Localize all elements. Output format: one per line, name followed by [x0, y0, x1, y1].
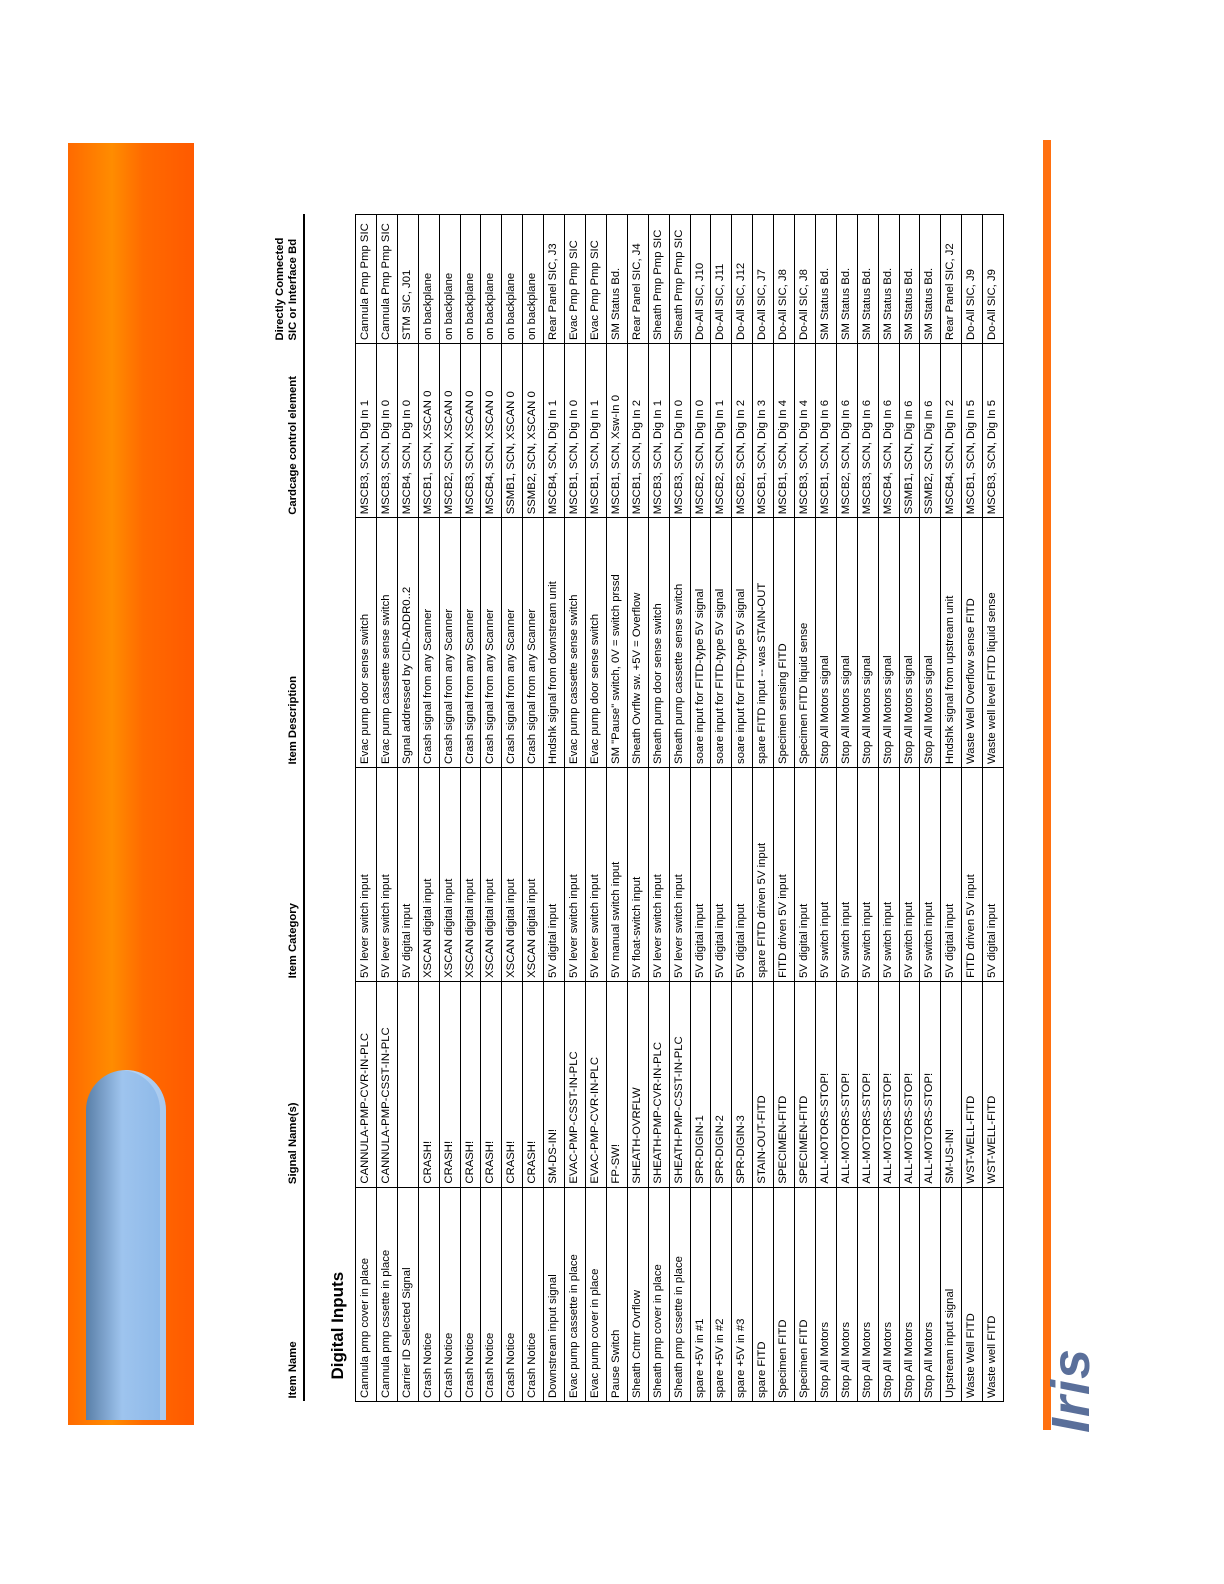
item-category-cell: 5V switch input [815, 767, 836, 981]
table-row [418, 215, 439, 1402]
cardcage-element-cell: MSCB1, SCN, Dig In 1 [585, 344, 606, 518]
cardcage-element-cell: MSCB1, SCN, Dig In 2 [627, 344, 648, 518]
item-description-cell: spare FITD input -- was STAIN-OUT [753, 518, 774, 768]
table-row [753, 215, 774, 1402]
table-row [899, 215, 920, 1402]
table-row [669, 215, 690, 1402]
table-row [711, 215, 732, 1402]
connected-board-cell: SM Status Bd. [857, 215, 878, 344]
table-row [732, 215, 753, 1402]
cardcage-element-cell: MSCB3, SCN, XSCAN 0 [460, 344, 481, 518]
signal-name-cell [397, 981, 418, 1187]
item-description-cell: Hndshk signal from upstream unit [941, 518, 962, 768]
item-description-cell: soare input for FITD-type 5V signal [690, 518, 711, 768]
cardcage-element-cell: SSMB1, SCN, Dig In 6 [899, 344, 920, 518]
table-row [376, 215, 397, 1402]
item-category-cell: 5V digital input [941, 767, 962, 981]
item-name-cell: Stop All Motors [815, 1187, 836, 1401]
item-category-cell: spare FITD driven 5V input [753, 767, 774, 981]
item-description-cell: Evac pump door sense switch [356, 518, 377, 768]
cardcage-element-cell: MSCB3, SCN, Dig In 5 [983, 344, 1004, 518]
item-category-cell: FITD driven 5V input [962, 767, 983, 981]
table-row [774, 215, 795, 1402]
table-row [795, 215, 816, 1402]
item-name-cell: spare +5V in #3 [732, 1187, 753, 1401]
table-header-row [262, 215, 304, 1402]
connected-board-cell: on backplane [439, 215, 460, 344]
item-category-cell: 5V switch input [920, 767, 941, 981]
connected-board-cell: SM Status Bd. [878, 215, 899, 344]
item-name-cell: spare FITD [753, 1187, 774, 1401]
signal-name-cell: EVAC-PMP-CVR-IN-PLC [585, 981, 606, 1187]
section-title: Digital Inputs [328, 1271, 348, 1380]
item-name-cell: Stop All Motors [920, 1187, 941, 1401]
item-name-cell: Crash Notice [460, 1187, 481, 1401]
item-description-cell: Stop All Motors signal [857, 518, 878, 768]
signal-name-cell: SPECIMEN-FITD [795, 981, 816, 1187]
item-description-cell: Sgnal addressed by CID-ADDR0..2 [397, 518, 418, 768]
connected-board-cell: Do-All SIC, J8 [795, 215, 816, 344]
connected-board-cell: on backplane [418, 215, 439, 344]
item-category-cell: 5V lever switch input [585, 767, 606, 981]
item-description-cell: soare input for FITD-type 5V signal [711, 518, 732, 768]
signal-name-cell: CRASH! [523, 981, 544, 1187]
item-category-cell: 5V lever switch input [376, 767, 397, 981]
item-category-cell: XSCAN digital input [502, 767, 523, 981]
connected-board-cell: on backplane [523, 215, 544, 344]
item-description-cell: Stop All Motors signal [878, 518, 899, 768]
item-description-cell: Hndshk signal from downstream unit [544, 518, 565, 768]
item-category-cell: FITD driven 5V input [774, 767, 795, 981]
cardcage-element-cell: MSCB4, SCN, XSCAN 0 [481, 344, 502, 518]
item-description-cell: Evac pump cassette sense switch [565, 518, 586, 768]
connected-board-cell: on backplane [502, 215, 523, 344]
signal-name-cell: ALL-MOTORS-STOP! [857, 981, 878, 1187]
cardcage-element-cell: MSCB1, SCN, XSCAN 0 [418, 344, 439, 518]
item-name-cell: Crash Notice [502, 1187, 523, 1401]
connected-board-cell: Cannula Pmp Pmp SIC [376, 215, 397, 344]
header-directly-connected: Directly Connected SIC or Interface Bd [262, 215, 304, 344]
item-category-cell: 5V manual switch input [606, 767, 627, 981]
header-cardcage-element: Cardcage control element [262, 344, 304, 518]
header-item-category: Item Category [262, 767, 304, 981]
item-name-cell: Stop All Motors [836, 1187, 857, 1401]
table-row [878, 215, 899, 1402]
item-name-cell: Crash Notice [439, 1187, 460, 1401]
item-description-cell: soare input for FITD-type 5V signal [732, 518, 753, 768]
signal-name-cell: ALL-MOTORS-STOP! [899, 981, 920, 1187]
item-description-cell: Specimen FITD liquid sense [795, 518, 816, 768]
item-name-cell: Evac pump cassette in place [565, 1187, 586, 1401]
signal-name-cell: FP-SW! [606, 981, 627, 1187]
item-description-cell: Crash signal from any Scanner [460, 518, 481, 768]
item-category-cell: 5V switch input [878, 767, 899, 981]
table-row [585, 215, 606, 1402]
table-row [962, 215, 983, 1402]
connected-board-cell: on backplane [481, 215, 502, 344]
signal-name-cell: SHEATH-PMP-CVR-IN-PLC [648, 981, 669, 1187]
signal-name-cell: CRASH! [418, 981, 439, 1187]
cardcage-element-cell: MSCB4, SCN, Dig In 0 [397, 344, 418, 518]
item-category-cell: 5V lever switch input [648, 767, 669, 981]
item-description-cell: Sheath pump cassette sense switch [669, 518, 690, 768]
signal-name-cell: WST-WELL-FITD [962, 981, 983, 1187]
signal-name-cell: CANNULA-PMP-CSST-IN-PLC [376, 981, 397, 1187]
signal-name-cell: SHEATH-PMP-CSST-IN-PLC [669, 981, 690, 1187]
connected-board-cell: Do-All SIC, J11 [711, 215, 732, 344]
connected-board-cell: STM SIC, J01 [397, 215, 418, 344]
item-name-cell: Specimen FITD [774, 1187, 795, 1401]
item-name-cell: Cannula pmp cssette in place [376, 1187, 397, 1401]
connected-board-cell: Evac Pmp Pmp SIC [565, 215, 586, 344]
item-description-cell: Sheath pump door sense switch [648, 518, 669, 768]
cardcage-element-cell: MSCB3, SCN, Dig In 0 [669, 344, 690, 518]
item-description-cell: SM "Pause" switch, 0V = switch prssd [606, 518, 627, 768]
signal-name-cell: SPR-DIGIN-1 [690, 981, 711, 1187]
item-name-cell: Downstream input signal [544, 1187, 565, 1401]
table-row [941, 215, 962, 1402]
item-description-cell: Evac pump cassette sense switch [376, 518, 397, 768]
item-name-cell: Crash Notice [481, 1187, 502, 1401]
item-name-cell: Stop All Motors [857, 1187, 878, 1401]
item-category-cell: 5V digital input [690, 767, 711, 981]
item-name-cell: Sheath pmp cover in place [648, 1187, 669, 1401]
item-category-cell: 5V switch input [857, 767, 878, 981]
connected-board-cell: Do-All SIC, J12 [732, 215, 753, 344]
connected-board-cell: Do-All SIC, J10 [690, 215, 711, 344]
cardcage-element-cell: MSCB1, SCN, Dig In 6 [815, 344, 836, 518]
item-category-cell: 5V digital input [983, 767, 1004, 981]
cardcage-element-cell: MSCB3, SCN, Dig In 6 [857, 344, 878, 518]
cardcage-element-cell: MSCB3, SCN, Dig In 1 [648, 344, 669, 518]
cardcage-element-cell: SSMB1, SCN, XSCAN 0 [502, 344, 523, 518]
cardcage-element-cell: MSCB1, SCN, Xsw-In 0 [606, 344, 627, 518]
item-description-cell: Stop All Motors signal [899, 518, 920, 768]
signal-name-cell: CANNULA-PMP-CVR-IN-PLC [356, 981, 377, 1187]
digital-inputs-table [262, 214, 1004, 1402]
connected-board-cell: SM Status Bd. [815, 215, 836, 344]
signal-name-cell: ALL-MOTORS-STOP! [836, 981, 857, 1187]
item-name-cell: Cannula pmp cover in place [356, 1187, 377, 1401]
cardcage-element-cell: MSCB4, SCN, Dig In 1 [544, 344, 565, 518]
item-description-cell: Crash signal from any Scanner [418, 518, 439, 768]
signal-name-cell: CRASH! [460, 981, 481, 1187]
table-row [627, 215, 648, 1402]
item-description-cell: Crash signal from any Scanner [439, 518, 460, 768]
cardcage-element-cell: MSCB3, SCN, Dig In 1 [356, 344, 377, 518]
header-signal-names: Signal Name(s) [262, 981, 304, 1187]
item-category-cell: 5V digital input [732, 767, 753, 981]
item-category-cell: XSCAN digital input [460, 767, 481, 981]
item-description-cell: Specimen sensing FITD [774, 518, 795, 768]
connected-board-cell: Do-All SIC, J9 [983, 215, 1004, 344]
signal-name-cell: SM-US-IN! [941, 981, 962, 1187]
connected-board-cell: Evac Pmp Pmp SIC [585, 215, 606, 344]
item-category-cell: 5V switch input [836, 767, 857, 981]
connected-board-cell: SM Status Bd. [836, 215, 857, 344]
item-name-cell: Stop All Motors [878, 1187, 899, 1401]
item-name-cell: Specimen FITD [795, 1187, 816, 1401]
signal-name-cell: STAIN-OUT-FITD [753, 981, 774, 1187]
connected-board-cell: Sheath Pmp Pmp SIC [669, 215, 690, 344]
signal-name-cell: CRASH! [439, 981, 460, 1187]
signal-name-cell: SPR-DIGIN-3 [732, 981, 753, 1187]
table-row [356, 215, 377, 1402]
item-category-cell: 5V digital input [711, 767, 732, 981]
item-category-cell: XSCAN digital input [481, 767, 502, 981]
connected-board-cell: Sheath Pmp Pmp SIC [648, 215, 669, 344]
table-row [439, 215, 460, 1402]
item-description-cell: Stop All Motors signal [815, 518, 836, 768]
item-description-cell: Crash signal from any Scanner [502, 518, 523, 768]
item-name-cell: Sheath Cntnr Ovrflow [627, 1187, 648, 1401]
connected-board-cell: Rear Panel SIC, J2 [941, 215, 962, 344]
section-title-row [304, 215, 356, 1402]
iris-logo [1040, 1345, 1100, 1435]
item-category-cell: 5V digital input [795, 767, 816, 981]
signal-name-cell: ALL-MOTORS-STOP! [815, 981, 836, 1187]
item-description-cell: Stop All Motors signal [920, 518, 941, 768]
table-row [544, 215, 565, 1402]
connected-board-cell: SM Status Bd. [606, 215, 627, 344]
item-description-cell: Crash signal from any Scanner [523, 518, 544, 768]
item-description-cell: Stop All Motors signal [836, 518, 857, 768]
signal-name-cell: WST-WELL-FITD [983, 981, 1004, 1187]
item-name-cell: Pause Switch [606, 1187, 627, 1401]
cardcage-element-cell: MSCB1, SCN, Dig In 3 [753, 344, 774, 518]
cardcage-element-cell: MSCB1, SCN, Dig In 5 [962, 344, 983, 518]
cardcage-element-cell: MSCB3, SCN, Dig In 4 [795, 344, 816, 518]
cardcage-element-cell: SSMB2, SCN, XSCAN 0 [523, 344, 544, 518]
signal-name-cell: ALL-MOTORS-STOP! [920, 981, 941, 1187]
item-category-cell: 5V digital input [544, 767, 565, 981]
item-name-cell: Stop All Motors [899, 1187, 920, 1401]
connected-board-cell: Cannula Pmp Pmp SIC [356, 215, 377, 344]
table-row [565, 215, 586, 1402]
signal-name-cell: SM-DS-IN! [544, 981, 565, 1187]
cardcage-element-cell: MSCB2, SCN, XSCAN 0 [439, 344, 460, 518]
connected-board-cell: Do-All SIC, J8 [774, 215, 795, 344]
signal-name-cell: SPR-DIGIN-2 [711, 981, 732, 1187]
table-row [523, 215, 544, 1402]
item-name-cell: spare +5V in #1 [690, 1187, 711, 1401]
connected-board-cell: Rear Panel SIC, J4 [627, 215, 648, 344]
item-name-cell: Waste Well FITD [962, 1187, 983, 1401]
item-name-cell: spare +5V in #2 [711, 1187, 732, 1401]
blue-tab-decoration [86, 1070, 166, 1420]
item-category-cell: XSCAN digital input [418, 767, 439, 981]
item-name-cell: Waste well FITD [983, 1187, 1004, 1401]
orange-rule [1043, 140, 1051, 1430]
cardcage-element-cell: MSCB4, SCN, Dig In 6 [878, 344, 899, 518]
table-row [815, 215, 836, 1402]
cardcage-element-cell: MSCB2, SCN, Dig In 0 [690, 344, 711, 518]
table-row [648, 215, 669, 1402]
connected-board-cell: on backplane [460, 215, 481, 344]
cardcage-element-cell: MSCB4, SCN, Dig In 2 [941, 344, 962, 518]
cardcage-element-cell: MSCB2, SCN, Dig In 6 [836, 344, 857, 518]
item-category-cell: XSCAN digital input [439, 767, 460, 981]
signal-name-cell: CRASH! [481, 981, 502, 1187]
table-row [502, 215, 523, 1402]
item-name-cell: Evac pump cover in place [585, 1187, 606, 1401]
item-name-cell: Crash Notice [418, 1187, 439, 1401]
logo-text: Iris [1041, 1347, 1101, 1433]
signal-name-cell: CRASH! [502, 981, 523, 1187]
header-item-description: Item Description [262, 518, 304, 768]
table-row [606, 215, 627, 1402]
signal-name-cell: SPECIMEN-FITD [774, 981, 795, 1187]
item-category-cell: XSCAN digital input [523, 767, 544, 981]
item-description-cell: Sheath Ovrflw sw. +5V = Overflow [627, 518, 648, 768]
table-row [857, 215, 878, 1402]
item-description-cell: Waste Well Overflow sense FITD [962, 518, 983, 768]
item-name-cell: Sheath pmp cssette in place [669, 1187, 690, 1401]
table-row [920, 215, 941, 1402]
header-item-name: Item Name [262, 1187, 304, 1401]
cardcage-element-cell: MSCB1, SCN, Dig In 4 [774, 344, 795, 518]
cardcage-element-cell: MSCB3, SCN, Dig In 0 [376, 344, 397, 518]
table-row [397, 215, 418, 1402]
table-row [836, 215, 857, 1402]
item-category-cell: 5V lever switch input [565, 767, 586, 981]
item-category-cell: 5V lever switch input [356, 767, 377, 981]
table-row [690, 215, 711, 1402]
item-name-cell: Carrier ID Selected Signal [397, 1187, 418, 1401]
item-category-cell: 5V lever switch input [669, 767, 690, 981]
table-row [983, 215, 1004, 1402]
cardcage-element-cell: MSCB1, SCN, Dig In 0 [565, 344, 586, 518]
cardcage-element-cell: MSCB2, SCN, Dig In 1 [711, 344, 732, 518]
cardcage-element-cell: MSCB2, SCN, Dig In 2 [732, 344, 753, 518]
connected-board-cell: Rear Panel SIC, J3 [544, 215, 565, 344]
connected-board-cell: SM Status Bd. [920, 215, 941, 344]
item-description-cell: Waste well level FITD liquid sense [983, 518, 1004, 768]
cardcage-element-cell: SSMB2, SCN, Dig In 6 [920, 344, 941, 518]
signal-name-cell: ALL-MOTORS-STOP! [878, 981, 899, 1187]
connected-board-cell: Do-All SIC, J7 [753, 215, 774, 344]
item-description-cell: Evac pump door sense switch [585, 518, 606, 768]
item-name-cell: Upstream input signal [941, 1187, 962, 1401]
connected-board-cell: SM Status Bd. [899, 215, 920, 344]
table-row [481, 215, 502, 1402]
signal-name-cell: EVAC-PMP-CSST-IN-PLC [565, 981, 586, 1187]
signal-name-cell: SHEATH-OVRFLW [627, 981, 648, 1187]
table-row [460, 215, 481, 1402]
item-category-cell: 5V switch input [899, 767, 920, 981]
item-name-cell: Crash Notice [523, 1187, 544, 1401]
connected-board-cell: Do-All SIC, J9 [962, 215, 983, 344]
item-category-cell: 5V digital input [397, 767, 418, 981]
item-description-cell: Crash signal from any Scanner [481, 518, 502, 768]
item-category-cell: 5V float-switch input [627, 767, 648, 981]
